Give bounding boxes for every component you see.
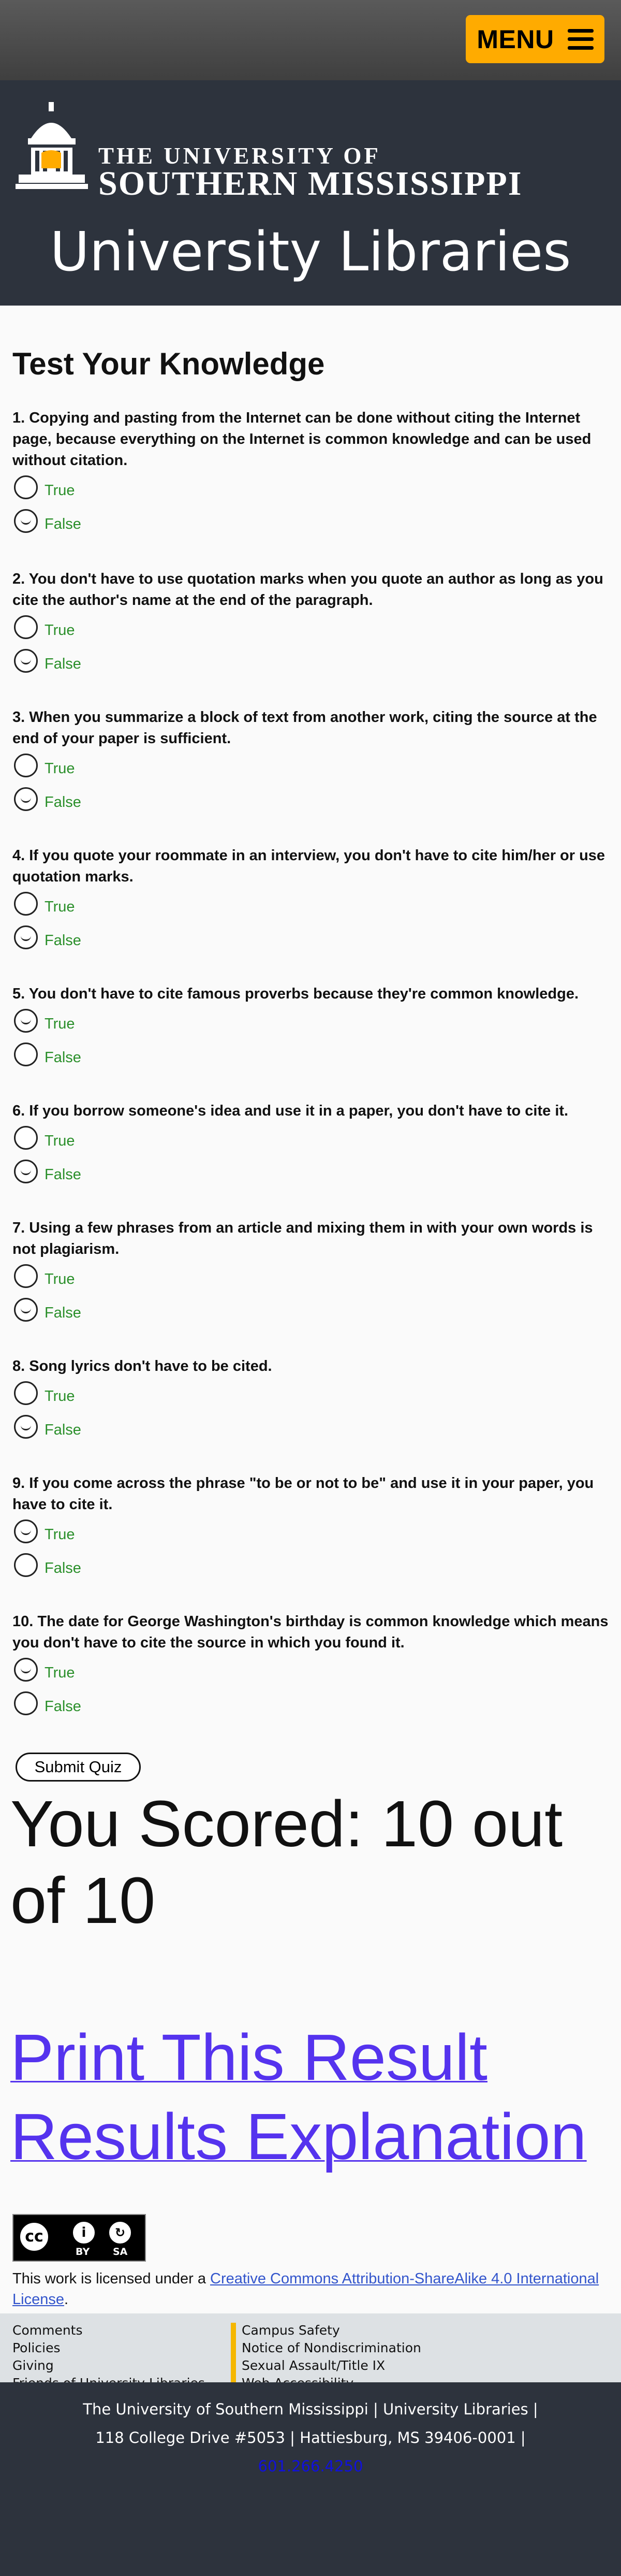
top-bar	[0, 0, 621, 80]
menu-label: MENU	[477, 24, 554, 54]
option-true[interactable]	[12, 754, 613, 787]
option-false[interactable]	[12, 649, 613, 683]
option-label: True	[45, 899, 75, 915]
radio-button[interactable]	[14, 787, 38, 811]
radio-button[interactable]	[14, 649, 38, 673]
option-label: True	[45, 1133, 75, 1149]
site-title[interactable]: University Libraries	[50, 220, 571, 283]
results-explanation-link[interactable]: Results Explanation	[10, 2100, 587, 2173]
footer-link-title-ix[interactable]: Sexual Assault/Title IX	[242, 2358, 386, 2373]
option-label: False	[45, 1305, 81, 1321]
footer-link-comments[interactable]: Comments	[12, 2323, 83, 2338]
option-label: True	[45, 1526, 75, 1543]
footer-link-policies[interactable]: Policies	[12, 2340, 61, 2355]
hamburger-icon	[568, 29, 594, 50]
option-false[interactable]	[12, 1298, 613, 1332]
question-2	[12, 569, 613, 683]
option-true[interactable]	[12, 615, 613, 649]
radio-button[interactable]	[14, 754, 38, 777]
option-true[interactable]	[12, 1519, 613, 1553]
footer-link-nondiscrimination[interactable]: Notice of Nondiscrimination	[242, 2340, 421, 2355]
radio-button[interactable]	[14, 1043, 38, 1066]
license-link[interactable]: Creative Commons Attribution-ShareAlike 4.0 International License	[12, 2270, 599, 2308]
option-true[interactable]	[12, 892, 613, 925]
question-text: 6. If you borrow someone's idea and use it in a paper, you don't have to cite it.	[12, 1103, 569, 1119]
radio-button[interactable]	[14, 1658, 38, 1682]
question-4	[12, 845, 613, 959]
option-false[interactable]	[12, 1553, 613, 1587]
license-text	[12, 2268, 613, 2310]
question-6	[12, 1101, 613, 1193]
option-true[interactable]	[12, 1264, 613, 1298]
footer-phone-link[interactable]: 601.266.4250	[258, 2457, 363, 2475]
attribution-person-icon: i	[70, 2219, 97, 2246]
option-label: False	[45, 794, 81, 811]
logo-line2: SOUTHERN MISSISSIPPI	[98, 165, 523, 202]
question-text: 3. When you summarize a block of text from another work, citing the source at the end of your paper is sufficient.	[12, 709, 597, 747]
question-7	[12, 1218, 613, 1332]
option-label: True	[45, 760, 75, 777]
radio-button[interactable]	[14, 1553, 38, 1577]
question-5	[12, 983, 613, 1076]
radio-button[interactable]	[14, 1264, 38, 1288]
question-9	[12, 1473, 613, 1587]
cc-sa-label: SA	[113, 2246, 128, 2257]
radio-button[interactable]	[14, 1009, 38, 1033]
license-suffix: .	[64, 2291, 69, 2308]
question-text: 4. If you quote your roommate in an interview, you don't have to cite him/her or use quotation marks.	[12, 847, 605, 885]
option-false[interactable]	[12, 509, 613, 543]
footer-line-1: The University of Southern Mississippi | University Libraries |	[83, 2400, 538, 2418]
footer-link-giving[interactable]: Giving	[12, 2358, 54, 2373]
option-false[interactable]	[12, 1160, 613, 1193]
menu-button[interactable]	[466, 15, 604, 63]
option-label: True	[45, 1271, 75, 1287]
radio-button[interactable]	[14, 475, 38, 499]
radio-button[interactable]	[14, 1298, 38, 1322]
option-label: False	[45, 656, 81, 672]
question-text: 5. You don't have to cite famous proverbs because they're common knowledge.	[12, 986, 579, 1002]
cc-icon: cc	[18, 2220, 51, 2253]
logo-line1: THE UNIVERSITY OF	[98, 143, 381, 169]
radio-button[interactable]	[14, 1415, 38, 1439]
university-building-icon	[16, 101, 88, 199]
question-1	[12, 408, 613, 543]
option-label: False	[45, 1422, 81, 1438]
option-false[interactable]	[12, 1691, 613, 1725]
question-10	[12, 1611, 613, 1725]
option-false[interactable]	[12, 1415, 613, 1449]
radio-button[interactable]	[14, 1519, 38, 1543]
option-true[interactable]	[12, 1658, 613, 1691]
option-label: False	[45, 932, 81, 949]
option-true[interactable]	[12, 475, 613, 509]
question-3	[12, 707, 613, 821]
license-prefix: This work is licensed under a	[12, 2270, 210, 2287]
option-label: True	[45, 1665, 75, 1681]
footer-links-left	[12, 2322, 205, 2392]
footer-links-right	[242, 2322, 421, 2392]
option-label: False	[45, 1698, 81, 1715]
option-label: False	[45, 516, 81, 532]
radio-button[interactable]	[14, 1126, 38, 1150]
radio-button[interactable]	[14, 509, 38, 533]
share-alike-icon: ↻	[107, 2219, 134, 2246]
submit-quiz-button[interactable]: Submit Quiz	[16, 1753, 141, 1782]
option-label: False	[45, 1560, 81, 1576]
quiz-title: Test Your Knowledge	[12, 346, 325, 381]
option-false[interactable]	[12, 787, 613, 821]
radio-button[interactable]	[14, 1381, 38, 1405]
option-label: True	[45, 622, 75, 639]
option-true[interactable]	[12, 1009, 613, 1043]
site-footer	[0, 2382, 621, 2576]
question-text: 8. Song lyrics don't have to be cited.	[12, 1358, 272, 1374]
radio-button[interactable]	[14, 892, 38, 916]
option-false[interactable]	[12, 1043, 613, 1076]
radio-button[interactable]	[14, 615, 38, 639]
option-label: False	[45, 1166, 81, 1183]
radio-button[interactable]	[14, 925, 38, 949]
footer-links	[0, 2313, 621, 2382]
option-true[interactable]	[12, 1126, 613, 1160]
question-text: 9. If you come across the phrase "to be or not to be" and use it in your paper, you have to cite it.	[12, 1475, 594, 1513]
option-true[interactable]	[12, 1381, 613, 1415]
score-result: You Scored: 10 out of 10	[10, 1787, 563, 1937]
option-label: True	[45, 1016, 75, 1032]
site-header	[0, 80, 621, 306]
option-label: True	[45, 482, 75, 499]
radio-button[interactable]	[14, 1691, 38, 1715]
print-result-link[interactable]: Print This Result	[10, 2021, 487, 2094]
question-text: 7. Using a few phrases from an article and mixing them in with your own words is not plagiarism.	[12, 1220, 593, 1257]
question-text: 2. You don't have to use quotation marks when you quote an author as long as you cite the author's name at the end of the paragraph.	[12, 571, 603, 609]
option-label: False	[45, 1049, 81, 1066]
radio-button[interactable]	[14, 1160, 38, 1183]
question-8	[12, 1356, 613, 1449]
university-logo[interactable]	[16, 101, 554, 202]
option-label: True	[45, 1388, 75, 1405]
question-text: 10. The date for George Washington's birthday is common knowledge which means you don't have to cite the source in which you found it.	[12, 1613, 609, 1651]
option-false[interactable]	[12, 925, 613, 959]
footer-line-2: 118 College Drive #5053 | Hattiesburg, MS 39406-0001 |	[95, 2429, 526, 2447]
footer-link-campus-safety[interactable]: Campus Safety	[242, 2323, 340, 2338]
question-text: 1. Copying and pasting from the Internet can be done without citing the Internet page, because everything on the Internet is common knowledge and can be used without citation.	[12, 410, 592, 469]
cc-by-label: BY	[76, 2246, 90, 2257]
creative-commons-badge[interactable]	[12, 2214, 146, 2262]
